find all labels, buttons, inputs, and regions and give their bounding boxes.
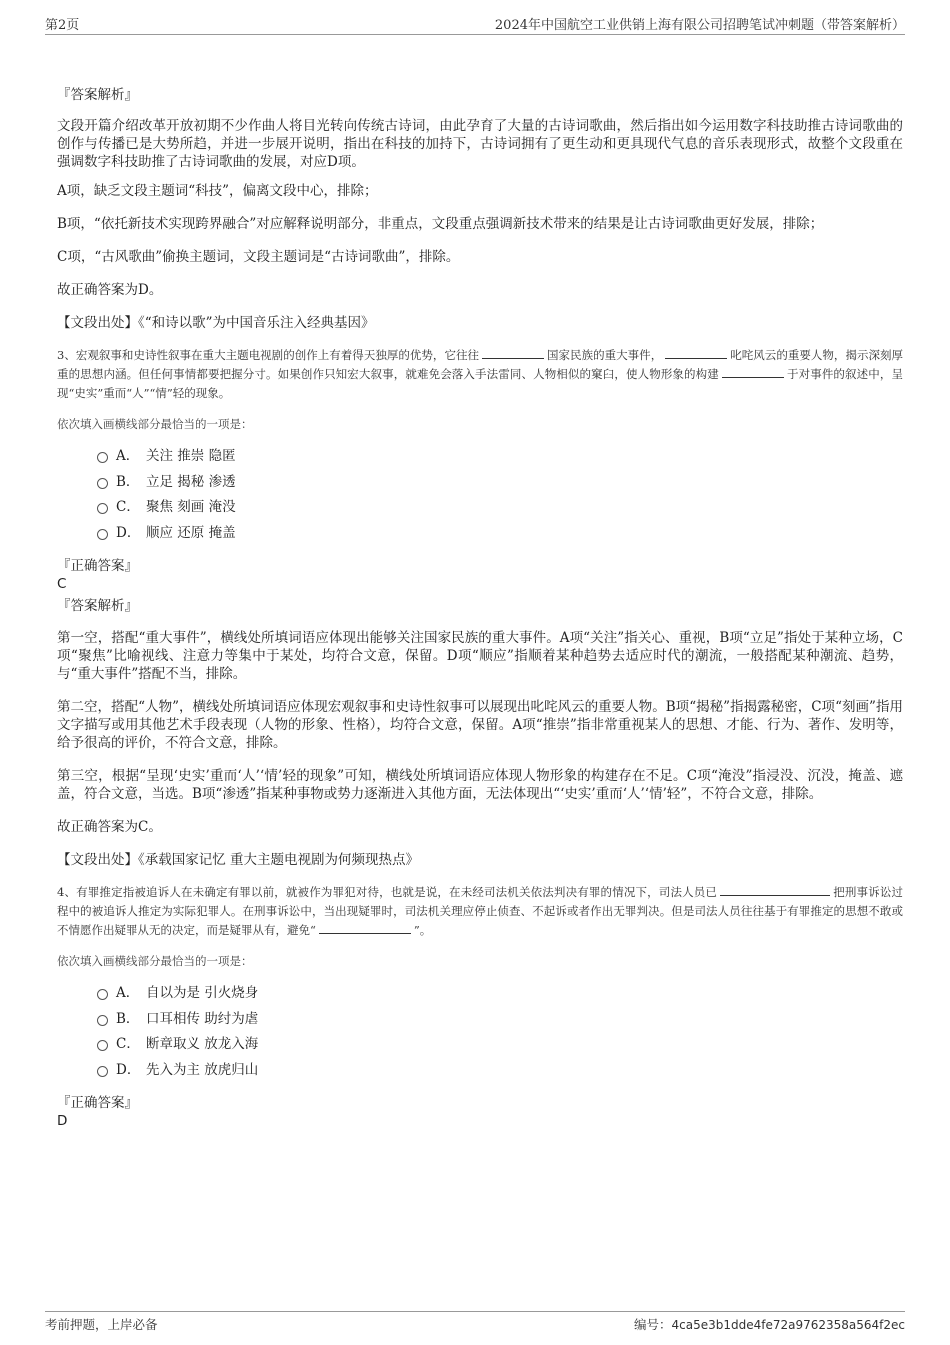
source-citation: 【文段出处】《“和诗以歌”为中国音乐注入经典基因》 (57, 315, 375, 331)
correct-answer: C (57, 576, 67, 592)
radio-icon[interactable] (97, 1040, 108, 1051)
correct-answer-label: 『正确答案』 (57, 1095, 138, 1111)
radio-icon[interactable] (97, 478, 108, 489)
conclusion: 故正确答案为C。 (57, 819, 162, 835)
fill-blank (722, 365, 784, 378)
analysis-paragraph: 第二空，搭配“人物”，横线处所填词语应体现宏观叙事和史诗性叙事可以展现出叱咤风云的重要人物。B项“揭秘”指揭露秘密，C项“刻画”指用文字描写或用其他艺术手段表现（人物的形象、性格），均符合文意，保留。A项“推崇”指非常重视某人的思想、才能、行为、著作、发明等，给予很高的评价，不符合文意，排除。 (57, 699, 903, 751)
radio-icon[interactable] (97, 452, 108, 463)
page-footer (45, 1311, 905, 1332)
question-prompt: 依次填入画横线部分最恰当的一项是： (57, 417, 253, 431)
option-c[interactable]: C． 断章取义 放龙入海 (97, 1035, 903, 1061)
radio-icon[interactable] (97, 1015, 108, 1026)
page-number: 第2页 (45, 18, 80, 33)
option-b[interactable]: B． 口耳相传 助纣为虐 (97, 1010, 903, 1036)
analysis-paragraph: 第一空，搭配“重大事件”，横线处所填词语应体现出能够关注国家民族的重大事件。A项“关注”指关心、重视，B项“立足”指处于某种立场，C项“聚焦”比喻视线、注意力等集中于某处，均符合文意，保留。D项“顺应”指顺着某种趋势去适应时代的潮流，一般搭配某种潮流、趋势，与“重大事件”搭配不当，排除。 (57, 630, 903, 682)
correct-answer: D (57, 1113, 68, 1129)
option-c[interactable]: C． 聚焦 刻画 淹没 (97, 498, 903, 524)
radio-icon[interactable] (97, 503, 108, 514)
question-prompt: 依次填入画横线部分最恰当的一项是： (57, 954, 253, 968)
radio-icon[interactable] (97, 1066, 108, 1077)
question-3-options (97, 447, 903, 549)
option-d[interactable]: D． 先入为主 放虎归山 (97, 1061, 903, 1087)
document-title: 2024年中国航空工业供销上海有限公司招聘笔试冲刺题（带答案解析） (494, 18, 905, 33)
option-b[interactable]: B． 立足 揭秘 渗透 (97, 473, 903, 499)
analysis-paragraph: 文段开篇介绍改革开放初期不少作曲人将目光转向传统古诗词，由此孕育了大量的古诗词歌曲，然后指出如今运用数字科技助推古诗词歌曲的创作与传播已是大势所趋，并进一步展开说明，指出在科技的加持下，古诗词拥有了更生动和更具现代气息的音乐表现形式，故整个文段重在强调数字科技助推了古诗词歌曲的发展，对应D项。 (57, 118, 903, 170)
fill-blank (482, 346, 544, 359)
option-a[interactable]: A． 关注 推崇 隐匿 (97, 447, 903, 473)
analysis-label: 『答案解析』 (57, 598, 138, 614)
option-a[interactable]: A． 自以为是 引火烧身 (97, 984, 903, 1010)
analysis-label: 『答案解析』 (57, 87, 138, 103)
analysis-paragraph: B项，“依托新技术实现跨界融合”对应解释说明部分，非重点，文段重点强调新技术带来的结果是让古诗词歌曲更好发展，排除； (57, 216, 824, 232)
document-code: 编号：4ca5e3b1dde4fe72a9762358a564f2ec (633, 1317, 905, 1332)
page-content (57, 86, 903, 1138)
option-d[interactable]: D． 顺应 还原 掩盖 (97, 524, 903, 550)
fill-blank (665, 346, 727, 359)
radio-icon[interactable] (97, 529, 108, 540)
fill-blank (319, 921, 411, 934)
fill-blank (720, 883, 830, 896)
question-4-options (97, 984, 903, 1086)
page-header (45, 12, 905, 35)
question-3-text: 3、宏观叙事和史诗性叙事在重大主题电视剧的创作上有着得天独厚的优势，它往往 国家民族的重大事件， 叱咤风云的重要人物，揭示深刻厚重的思想内涵。但任何事情都要把握分寸。如果创作只知宏大叙事，就难免会落入手法雷同、人物相似的窠臼，使人物形象的构建 于对事件的叙述中，呈现“史实”重而“人”“情”轻的现象。 (57, 348, 904, 400)
footer-slogan: 考前押题，上岸必备 (45, 1317, 158, 1332)
analysis-paragraph: 第三空，根据“呈现‘史实’重而‘人’‘情’轻的现象”可知，横线处所填词语应体现人物形象的构建存在不足。C项“淹没”指浸没、沉没，掩盖、遮盖，符合文意，当选。B项“渗透”指某种事物或势力逐渐进入其他方面，无法体现出“‘史实’重而‘人’‘情’轻”，不符合文意，排除。 (57, 768, 903, 802)
correct-answer-label: 『正确答案』 (57, 558, 138, 574)
conclusion: 故正确答案为D。 (57, 282, 163, 298)
question-4-text: 4、有罪推定指被追诉人在未确定有罪以前，就被作为罪犯对待，也就是说，在未经司法机关依法判决有罪的情况下，司法人员已 把刑事诉讼过程中的被追诉人推定为实际犯罪人。在刑事诉讼中，当出现疑罪时，司法机关理应停止侦查、不起诉或者作出无罪判决。但是司法人员往往基于有罪推定的思想不敢或不情愿作出疑罪从无的决定，而是疑罪从有，避免“ ”。 (57, 885, 904, 937)
radio-icon[interactable] (97, 989, 108, 1000)
analysis-paragraph: A项，缺乏文段主题词“科技”，偏离文段中心，排除； (57, 183, 378, 199)
analysis-paragraph: C项，“古风歌曲”偷换主题词，文段主题词是“古诗词歌曲”，排除。 (57, 249, 460, 265)
source-citation: 【文段出处】《承载国家记忆 重大主题电视剧为何频现热点》 (57, 852, 420, 868)
